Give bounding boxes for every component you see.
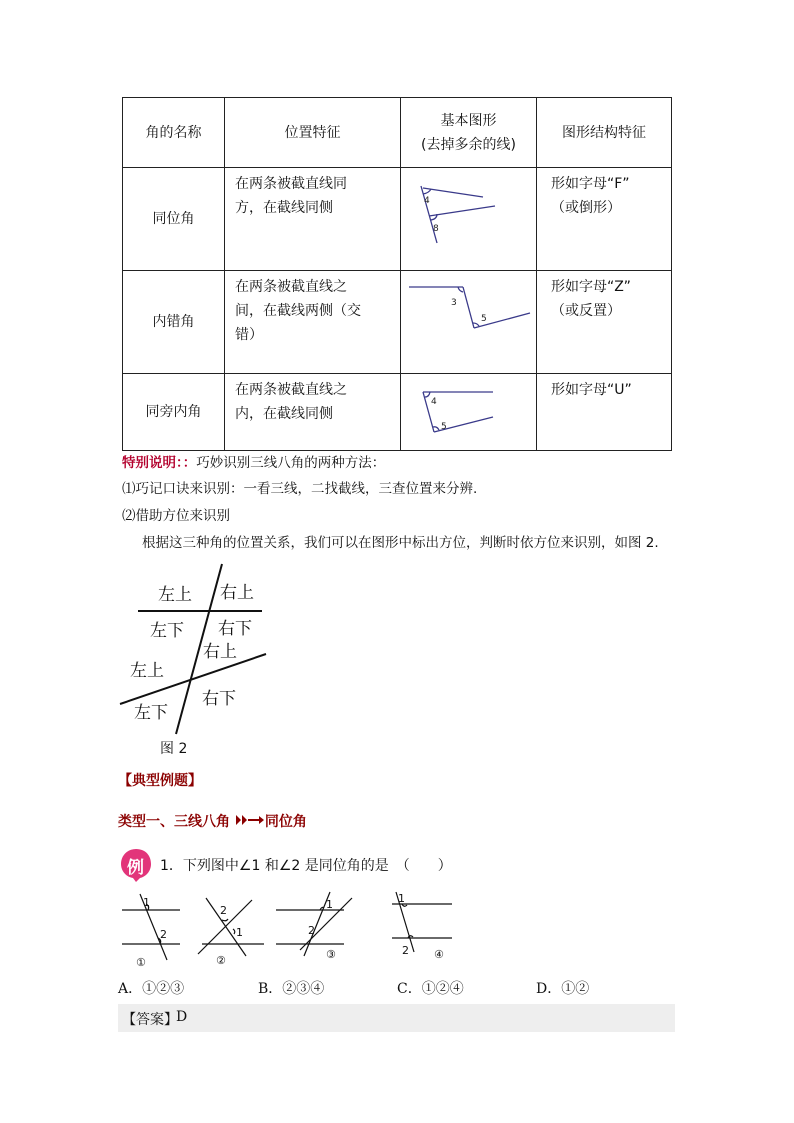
angle-label: 4 (424, 196, 430, 206)
row-name: 同位角 (123, 168, 225, 271)
table-row (123, 271, 672, 374)
row-figure (401, 374, 537, 451)
fig-label: 1 (236, 926, 243, 939)
note-title-rest: 巧妙识别三线八角的两种方法： (196, 455, 386, 471)
row-position (225, 168, 401, 271)
angle-label: 3 (451, 298, 457, 308)
type-suffix: 同位角 (264, 814, 307, 830)
row-position-line: 在两条被截直线同 (235, 176, 347, 192)
option-c: C．①②④ (397, 981, 464, 997)
row-position (225, 374, 401, 451)
row-name: 内错角 (123, 271, 225, 374)
example-question: 1．下列图中∠1 和∠2 是同位角的是 （ ） (160, 858, 452, 874)
table-header-row (123, 98, 672, 168)
region-label: 右下 (218, 619, 252, 639)
header-name: 角的名称 (123, 98, 225, 168)
angle-label: 5 (481, 314, 487, 324)
alternate-angle-figure (401, 271, 536, 374)
double-arrow-icon (235, 814, 265, 830)
angle-label: 4 (431, 397, 437, 407)
row-feature-line: 形如字母“F” (551, 176, 630, 192)
answer-value: D (176, 1009, 188, 1025)
note-line-3: 根据这三种角的位置关系，我们可以在图形中标出方位，判断时依方位来识别，如图 2. (142, 535, 659, 551)
region-label: 左下 (150, 621, 184, 641)
row-feature-line: （或倒形） (551, 200, 621, 216)
row-position-line: 在两条被截直线之 (235, 382, 347, 398)
row-position-line: 方，在截线同侧 (235, 200, 333, 216)
row-position-line: 在两条被截直线之 (235, 279, 347, 295)
co-interior-angle-figure (401, 374, 536, 451)
row-position-line: 错） (235, 327, 263, 343)
row-feature-line: 形如字母“U” (551, 382, 632, 398)
row-figure (401, 271, 537, 374)
angle-table (122, 97, 672, 451)
special-note (122, 451, 385, 476)
answer-box (118, 1004, 675, 1032)
header-feature: 图形结构特征 (537, 98, 672, 168)
example-figures (112, 888, 462, 970)
fig-label: 1 (398, 892, 405, 905)
region-label: 右下 (202, 689, 236, 709)
header-position: 位置特征 (225, 98, 401, 168)
fig-label: 2 (160, 928, 167, 941)
row-feature (537, 168, 672, 271)
fig-label: ② (216, 954, 226, 967)
example-badge (120, 848, 152, 882)
fig-label: ④ (434, 948, 444, 961)
fig-label: ③ (326, 948, 336, 961)
row-position-line: 间，在截线两侧（交 (235, 303, 361, 319)
note-title: 特别说明：： (122, 455, 197, 471)
region-label: 左上 (158, 585, 192, 605)
fig-label: 2 (308, 924, 315, 937)
header-figure (401, 98, 537, 168)
fig-label: 1 (143, 896, 150, 909)
figure-2-orientation-diagram (110, 556, 280, 761)
fig-label: 2 (220, 904, 227, 917)
region-label: 右上 (203, 642, 237, 662)
region-label: 左下 (134, 703, 168, 723)
fig-label: 2 (402, 944, 409, 957)
option-b: B．②③④ (258, 981, 325, 997)
note-line-1: ⑴巧记口诀来识别：一看三线，二找截线，三查位置来分辨. (122, 481, 478, 497)
row-position (225, 271, 401, 374)
angle-label: 8 (433, 224, 439, 234)
option-d: D．①② (536, 981, 590, 997)
row-feature-line: （或反置） (551, 303, 621, 319)
type-heading (118, 811, 307, 831)
row-figure (401, 168, 537, 271)
header-figure-line2: (去掉多余的线) (421, 136, 516, 153)
note-line-2: ⑵借助方位来识别 (122, 508, 230, 524)
option-a: A．①②③ (118, 981, 185, 997)
table-row (123, 168, 672, 271)
fig-label: ① (136, 956, 146, 969)
header-figure-line1: 基本图形 (440, 112, 497, 129)
corresponding-angle-figure (401, 168, 536, 271)
region-label: 左上 (130, 661, 164, 681)
table-row (123, 374, 672, 451)
example-badge-label: 例 (127, 858, 144, 878)
row-feature (537, 271, 672, 374)
row-position-line: 内，在截线同侧 (235, 406, 333, 422)
fig-label: 1 (326, 898, 333, 911)
answer-label: 【答案】 (122, 1012, 178, 1028)
row-feature-line: 形如字母“Z” (551, 279, 631, 295)
angle-label: 5 (441, 422, 447, 432)
row-name: 同旁内角 (123, 374, 225, 451)
row-feature (537, 374, 672, 451)
section-title: 【典型例题】 (118, 773, 202, 789)
figure-caption: 图 2 (160, 741, 188, 757)
region-label: 右上 (220, 583, 254, 603)
type-prefix: 类型一、三线八角 (118, 814, 230, 830)
